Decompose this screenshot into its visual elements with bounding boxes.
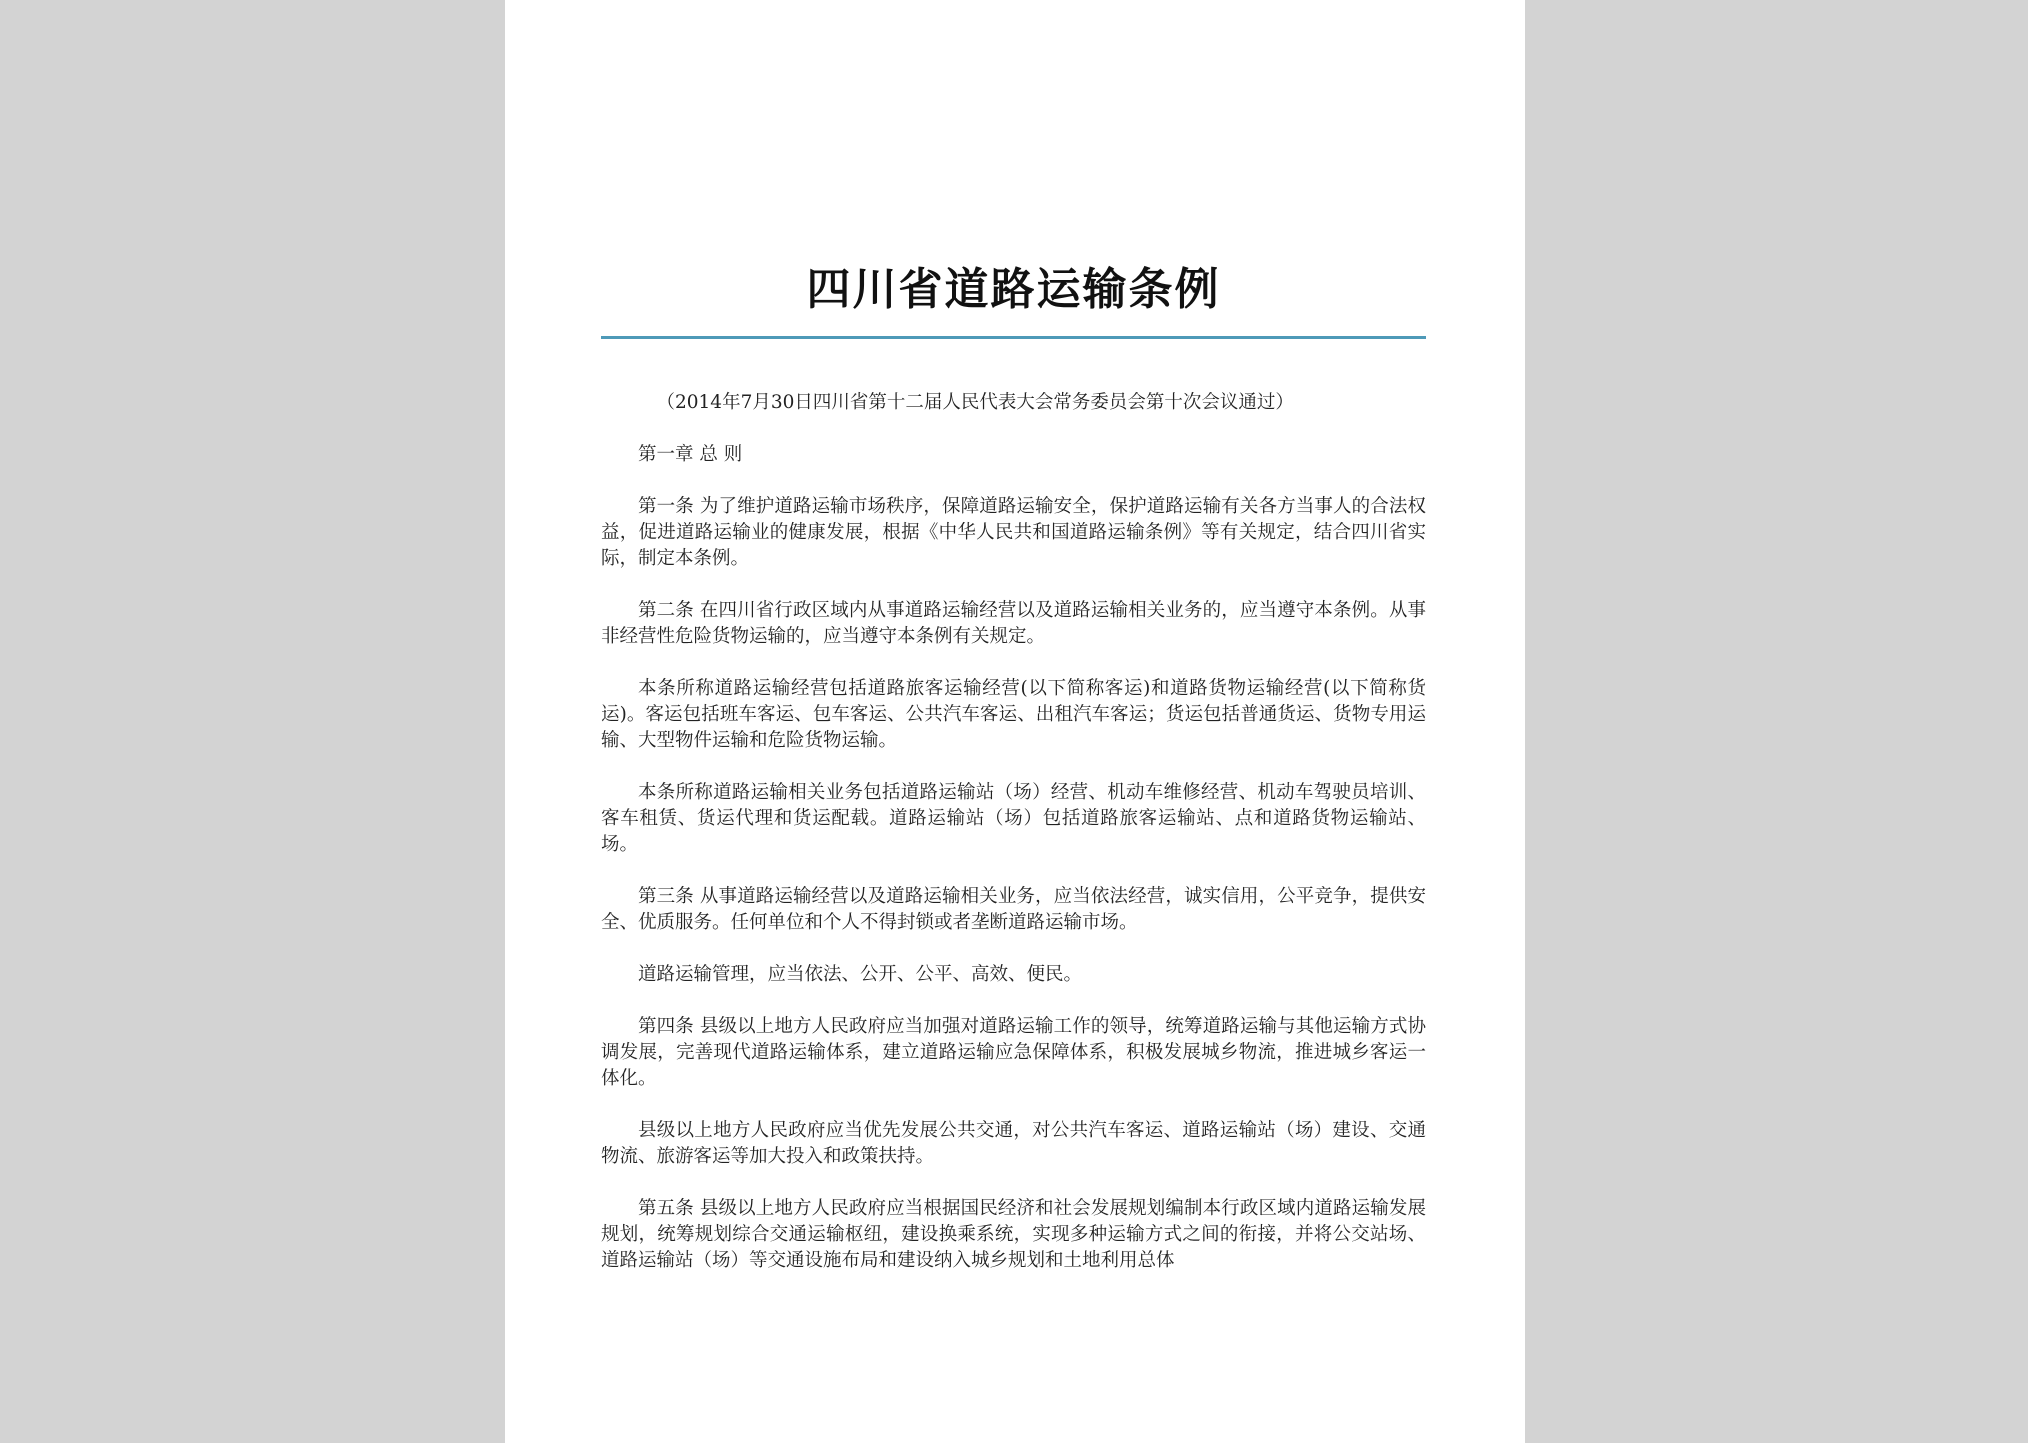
paragraph: 第三条 从事道路运输经营以及道路运输相关业务，应当依法经营，诚实信用，公平竞争，提供安全、优质服务。任何单位和个人不得封锁或者垄断道路运输市场。 — [601, 886, 1426, 933]
paragraph: 第二条 在四川省行政区域内从事道路运输经营以及道路运输相关业务的，应当遵守本条例。从事非经营性危险货物运输的，应当遵守本条例有关规定。 — [601, 600, 1426, 647]
paragraph: 第一条 为了维护道路运输市场秩序，保障道路运输安全，保护道路运输有关各方当事人的合法权益，促进道路运输业的健康发展，根据《中华人民共和国道路运输条例》等有关规定，结合四川省实际，制定本条例。 — [601, 496, 1426, 569]
title-divider — [601, 336, 1426, 339]
document-title: 四川省道路运输条例 — [806, 264, 1221, 315]
document-page — [505, 0, 1525, 1443]
paragraph: 第四条 县级以上地方人民政府应当加强对道路运输工作的领导，统筹道路运输与其他运输方式协调发展，完善现代道路运输体系，建立道路运输应急保障体系，积极发展城乡物流，推进城乡客运一体化。 — [601, 1016, 1426, 1089]
adoption-note: （2014年7月30日四川省第十二届人民代表大会常务委员会第十次会议通过） — [656, 392, 1294, 413]
paragraph: 道路运输管理，应当依法、公开、公平、高效、便民。 — [638, 964, 1083, 985]
paragraph: 本条所称道路运输相关业务包括道路运输站（场）经营、机动车维修经营、机动车驾驶员培训、客车租赁、货运代理和货运配载。道路运输站（场）包括道路旅客运输站、点和道路货物运输站、场。 — [601, 782, 1426, 855]
chapter-heading: 第一章 总 则 — [638, 444, 743, 465]
paragraph: 本条所称道路运输经营包括道路旅客运输经营(以下简称客运)和道路货物运输经营(以下简称货运)。客运包括班车客运、包车客运、公共汽车客运、出租汽车客运；货运包括普通货运、货物专用运输、大型物件运输和危险货物运输。 — [601, 678, 1426, 751]
document-body — [601, 390, 1426, 1300]
paragraph: 第五条 县级以上地方人民政府应当根据国民经济和社会发展规划编制本行政区域内道路运输发展规划，统筹规划综合交通运输枢纽，建设换乘系统，实现多种运输方式之间的衔接，并将公交站场、道路运输站（场）等交通设施布局和建设纳入城乡规划和土地利用总体 — [601, 1198, 1426, 1271]
paragraph: 县级以上地方人民政府应当优先发展公共交通，对公共汽车客运、道路运输站（场）建设、交通物流、旅游客运等加大投入和政策扶持。 — [601, 1120, 1426, 1167]
